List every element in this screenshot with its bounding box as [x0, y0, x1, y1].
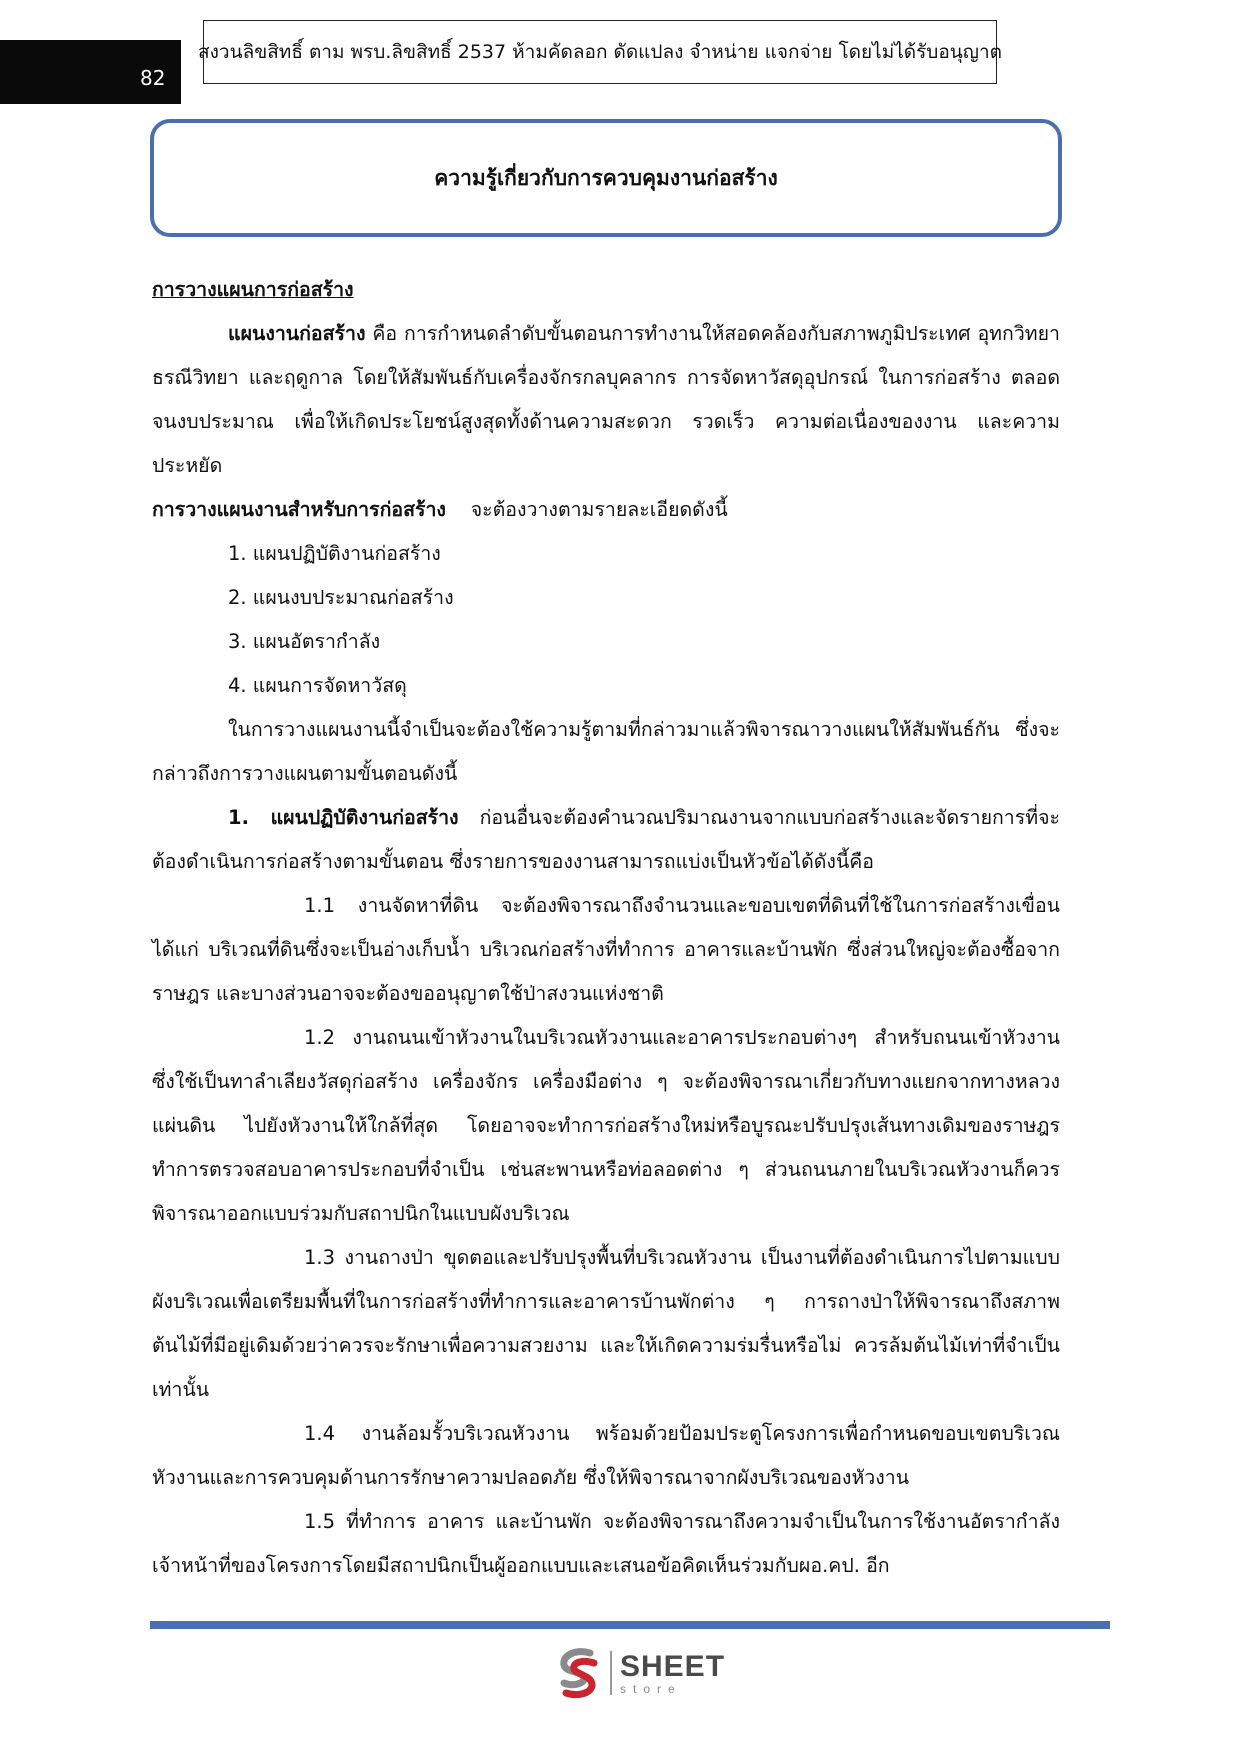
planning-text: จะต้องวางตามรายละเอียดดังนี้: [445, 498, 728, 521]
intro-paragraph: [152, 312, 1060, 488]
footer-divider: [150, 1621, 1110, 1629]
subitem-paragraph: 1.3 งานถางป่า ขุดตอและปรับปรุงพื้นที่บริเวณหัวงาน เป็นงานที่ต้องดำเนินการไปตามแบบผังบริเวณเพื่อเตรียมพื้นที่ในการก่อสร้างที่ทำการและอาคารบ้านพักต่าง ๆ การถางป่าให้พิจารณาถึงสภาพต้นไม้ที่มีอยู่เดิมด้วยว่าควรจะรักษาเพื่อความสวยงาม และให้เกิดความร่มรื่นหรือไม่ ควรล้มต้นไม้เท่าที่จำเป็นเท่านั้น: [152, 1246, 1060, 1401]
item1-term: 1. แผนปฏิบัติงานก่อสร้าง: [228, 806, 459, 829]
section-heading: การวางแผนการก่อสร้าง: [152, 278, 354, 301]
page-number-box: [0, 40, 181, 104]
logo-word: SHEET: [620, 1649, 726, 1683]
plan-list-item: 3. แผนอัตรากำลัง: [228, 630, 381, 653]
chapter-title-box: [150, 119, 1062, 237]
sheet-store-logo: [556, 1645, 725, 1701]
logo-text: [620, 1649, 726, 1696]
item1-paragraph: [152, 796, 1060, 884]
planning-paragraph: [152, 488, 1060, 532]
subitem-paragraph: 1.1 งานจัดหาที่ดิน จะต้องพิจารณาถึงจำนวนและขอบเขตที่ดินที่ใช้ในการก่อสร้างเขื่อน ได้แก่ บริเวณที่ดินซึ่งจะเป็นอ่างเก็บน้ำ บริเวณก่อสร้างที่ทำการ อาคารและบ้านพัก ซึ่งส่วนใหญ่จะต้องซื้อจากราษฎร และบางส่วนอาจจะต้องขออนุญาตใช้ป่าสงวนแห่งชาติ: [152, 894, 1060, 1005]
chapter-title: ความรู้เกี่ยวกับการควบคุมงานก่อสร้าง: [434, 165, 778, 190]
copyright-text: สงวนลิขสิทธิ์ ตาม พรบ.ลิขสิทธิ์ 2537 ห้ามคัดลอก ดัดแปลง จำหน่าย แจกจ่าย โดยไม่ได้รับอนุญาต: [198, 41, 1002, 63]
logo-separator: [610, 1651, 612, 1695]
plan-list-item: 1. แผนปฏิบัติงานก่อสร้าง: [228, 542, 441, 565]
intro-text: คือ การกำหนดลำดับขั้นตอนการทำงานให้สอดคล้องกับสภาพภูมิประเทศ อุทกวิทยา ธรณีวิทยา และฤดูกาล โดยให้สัมพันธ์กับเครื่องจักรกลบุคลากร การจัดหาวัสดุอุปกรณ์ ในการก่อสร้าง ตลอดจนงบประมาณ เพื่อให้เกิดประโยชน์สูงสุดทั้งด้านความสะดวก รวดเร็ว ความต่อเนื่องของงาน และความประหยัด: [152, 322, 1060, 477]
page-number: 82: [140, 66, 166, 90]
plan-list-item: 4. แผนการจัดหาวัสดุ: [228, 674, 407, 697]
subitem-paragraph: 1.2 งานถนนเข้าหัวงานในบริเวณหัวงานและอาคารประกอบต่างๆ สำหรับถนนเข้าหัวงาน ซึ่งใช้เป็นทาลำเลียงวัสดุก่อสร้าง เครื่องจักร เครื่องมือต่าง ๆ จะต้องพิจารณาเกี่ยวกับทางแยกจากทางหลวงแผ่นดิน ไปยังหัวงานให้ใกล้ที่สุด โดยอาจจะทำการก่อสร้างใหม่หรือบูรณะปรับปรุงเส้นทางเดิมของราษฎร ทำการตรวจสอบอาคารประกอบที่จำเป็น เช่นสะพานหรือท่อลอดต่าง ๆ ส่วนถนนภายในบริเวณหัวงานก็ควรพิจารณาออกแบบร่วมกับสถาปนิกในแบบผังบริเวณ: [152, 1026, 1060, 1225]
logo-subtext: store: [620, 1681, 682, 1696]
copyright-notice: [198, 20, 1002, 84]
intro-term: แผนงานก่อสร้าง: [228, 322, 366, 345]
subitem-paragraph: 1.4 งานล้อมรั้วบริเวณหัวงาน พร้อมด้วยป้อมประตูโครงการเพื่อกำหนดขอบเขตบริเวณหัวงานและการควบคุมด้านการรักษาความปลอดภัย ซึ่งให้พิจารณาจากผังบริเวณของหัวงาน: [152, 1422, 1060, 1489]
planning-note: ในการวางแผนงานนี้จำเป็นจะต้องใช้ความรู้ตามที่กล่าวมาแล้วพิจารณาวางแผนให้สัมพันธ์กัน ซึ่งจะกล่าวถึงการวางแผนตามขั้นตอนดังนี้: [152, 718, 1060, 785]
document-body: [152, 268, 1060, 1588]
sheet-store-logo-icon: [556, 1647, 602, 1699]
subitem-paragraph: 1.5 ที่ทำการ อาคาร และบ้านพัก จะต้องพิจารณาถึงความจำเป็นในการใช้งานอัตรากำลังเจ้าหน้าที่ของโครงการโดยมีสถาปนิกเป็นผู้ออกแบบและเสนอข้อคิดเห็นร่วมกับผอ.คป. อีก: [152, 1510, 1060, 1577]
item1-text: ก่อนอื่นจะต้องคำนวณปริมาณงานจากแบบก่อสร้างและจัดรายการที่จะต้องดำเนินการก่อสร้างตามขั้นตอน ซึ่งรายการของงานสามารถแบ่งเป็นหัวข้อได้ดังนี้คือ: [152, 806, 1060, 873]
plan-list-item: 2. แผนงบประมาณก่อสร้าง: [228, 586, 454, 609]
planning-term: การวางแผนงานสำหรับการก่อสร้าง: [152, 498, 446, 521]
